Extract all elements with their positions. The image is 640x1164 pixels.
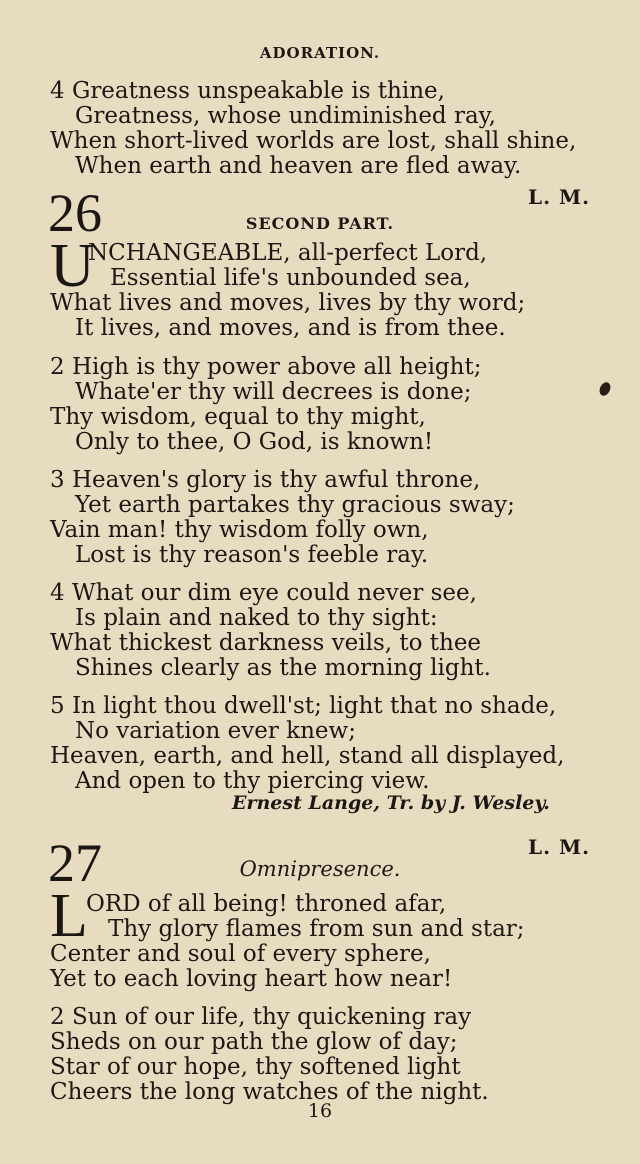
hymn-26-s2-line-2: Whate'er thy will decrees is done; xyxy=(75,379,472,405)
hymn-26-s5-line-1: 5 In light thou dwell'st; light that no shade, xyxy=(50,693,557,719)
hymn-27-s1-line-2: Thy glory flames from sun and star; xyxy=(108,916,525,942)
prev-stanza-line-2: Greatness, whose undiminished ray, xyxy=(75,103,496,129)
hymn-26-s5-line-3: Heaven, earth, and hell, stand all displayed, xyxy=(50,743,565,769)
hymn-number-27: 27 xyxy=(48,833,102,893)
hymn-26-s3-line-2: Yet earth partakes thy gracious sway; xyxy=(75,492,515,518)
hymn-27-subtitle: Omnipresence. xyxy=(239,857,401,881)
hymn-26-attribution: Ernest Lange, Tr. by J. Wesley. xyxy=(232,792,550,814)
hymn-number-26: 26 xyxy=(48,183,102,243)
hymn-27-s2-line-3: Star of our hope, thy softened light xyxy=(50,1054,461,1080)
hymn-26-s5-line-2: No variation ever knew; xyxy=(75,718,356,744)
hymn-26-s1-line-3: What lives and moves, lives by thy word; xyxy=(50,290,526,316)
hymn-26-s1-line-1: NCHANGEABLE, all-perfect Lord, xyxy=(88,240,488,266)
hymn-27-s1-line-1: ORD of all being! throned afar, xyxy=(86,891,447,917)
hymn-27-meter: L. M. xyxy=(528,835,591,859)
hymn-26-s4-line-3: What thickest darkness veils, to thee xyxy=(50,630,482,656)
hymn-26-s3-line-4: Lost is thy reason's feeble ray. xyxy=(75,542,429,568)
hymn-26-s1-line-2: Essential life's unbounded sea, xyxy=(110,265,471,291)
hymn-26-s4-line-4: Shines clearly as the morning light. xyxy=(75,655,491,681)
hymn-27-dropcap: L xyxy=(50,882,88,950)
hymn-27-s2-line-4: Cheers the long watches of the night. xyxy=(50,1079,489,1105)
prev-stanza-line-4: When earth and heaven are fled away. xyxy=(75,153,522,179)
hymn-26-s1-line-4: It lives, and moves, and is from thee. xyxy=(75,315,506,341)
ink-mark xyxy=(598,381,613,398)
prev-stanza-line-3: When short-lived worlds are lost, shall shine, xyxy=(50,128,577,154)
hymn-26-s3-line-1: 3 Heaven's glory is thy awful throne, xyxy=(50,467,481,493)
hymn-26-s5-line-4: And open to thy piercing view. xyxy=(75,768,430,794)
hymn-27-s2-line-1: 2 Sun of our life, thy quickening ray xyxy=(50,1004,472,1030)
prev-stanza-line-1: 4 Greatness unspeakable is thine, xyxy=(50,78,445,104)
hymn-26-s2-line-1: 2 High is thy power above all height; xyxy=(50,354,482,380)
hymn-26-s2-line-3: Thy wisdom, equal to thy might, xyxy=(50,404,426,430)
hymn-26-s3-line-3: Vain man! thy wisdom folly own, xyxy=(50,517,429,543)
hymn-26-meter: L. M. xyxy=(528,185,591,209)
hymn-26-s4-line-2: Is plain and naked to thy sight: xyxy=(75,605,438,631)
page-number: 16 xyxy=(307,1100,333,1122)
hymn-26-s4-line-1: 4 What our dim eye could never see, xyxy=(50,580,477,606)
hymn-26-subtitle: SECOND PART. xyxy=(245,214,395,233)
hymn-27-s2-line-2: Sheds on our path the glow of day; xyxy=(50,1029,458,1055)
hymn-27-s1-line-4: Yet to each loving heart how near! xyxy=(50,966,453,992)
hymn-26-s2-line-4: Only to thee, O God, is known! xyxy=(75,429,434,455)
hymn-27-s1-line-3: Center and soul of every sphere, xyxy=(50,941,431,967)
running-header: ADORATION. xyxy=(259,44,381,62)
hymn-26-dropcap: U xyxy=(50,232,95,300)
